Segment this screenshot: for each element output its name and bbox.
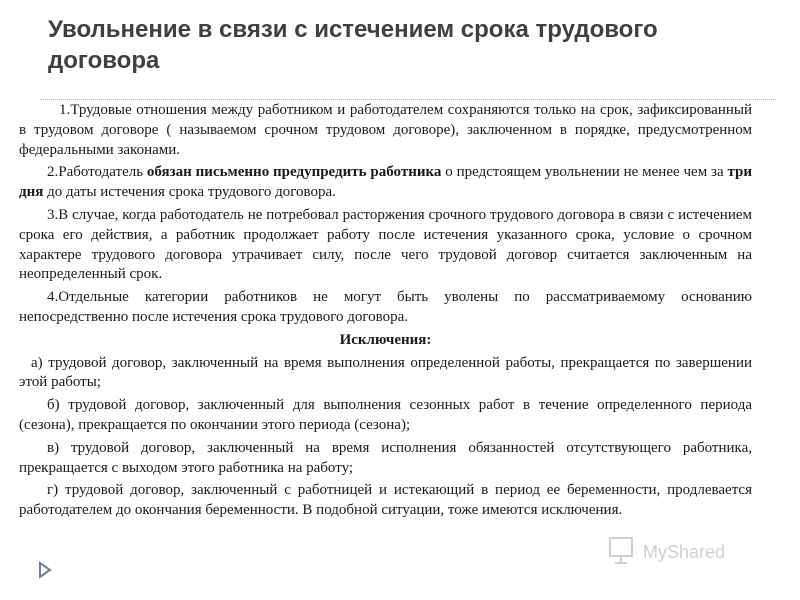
paragraph-3: 3.В случае, когда работодатель не потребовал расторжения срочного трудового договора в связи с истечением срока его действия, а работник продолжает работу после истечения указанного срока, условие о срочном характере трудового договора утрачивает силу, после чего трудовой договор считается заключенным на неопределенный срок. bbox=[19, 206, 752, 283]
presentation-board-icon bbox=[607, 535, 637, 570]
exception-b: б) трудовой договор, заключенный для выполнения сезонных работ в течение определенного периода (сезона), прекращается по окончании этого периода (сезона); bbox=[19, 397, 752, 433]
paragraph-2 bbox=[19, 163, 752, 203]
paragraph-2-emphasis-2: три дня bbox=[19, 164, 752, 201]
exception-d: г) трудовой договор, заключенный с работницей и истекающий в период ее беременности, продлевается работодателем до окончания беременности. В подобной ситуации, тоже имеются исключения. bbox=[19, 482, 752, 519]
slide-body bbox=[19, 101, 752, 524]
paragraph-2-emphasis-1: обязан письменно предупредить работника bbox=[146, 164, 442, 181]
slide-title: Увольнение в связи с истечением срока трудового договора bbox=[48, 16, 658, 74]
exceptions-heading: Исключения: bbox=[339, 331, 432, 348]
exception-c: в) трудовой договор, заключенный на время исполнения обязанностей отсутствующего работника, прекращается с выходом этого работника на работу; bbox=[19, 439, 752, 476]
exception-a: а) трудовой договор, заключенный на время выполнения определенной работы, прекращается по завершении этой работы; bbox=[19, 354, 752, 391]
paragraph-2-start: 2.Работодатель bbox=[47, 164, 147, 181]
title-divider bbox=[40, 99, 776, 100]
watermark bbox=[607, 535, 725, 570]
watermark-text: MyShared bbox=[643, 542, 726, 562]
paragraph-4: 4.Отдельные категории работников не могут быть уволены по рассматриваемому основанию непосредственно после истечения срока трудового договора. bbox=[19, 289, 752, 325]
paragraph-2-end: до даты истечения срока трудового договора. bbox=[43, 184, 336, 201]
paragraph-1: 1.Трудовые отношения между работником и работодателем сохраняются только на срок, зафиксированный в трудовом договоре ( называемом срочном трудовом договоре), заключенном в порядке, предусмотренном федеральными законами. bbox=[19, 102, 752, 158]
left-triangle-arrow-icon bbox=[36, 561, 54, 579]
paragraph-2-middle: о предстоящем увольнении не менее чем за bbox=[441, 164, 728, 181]
